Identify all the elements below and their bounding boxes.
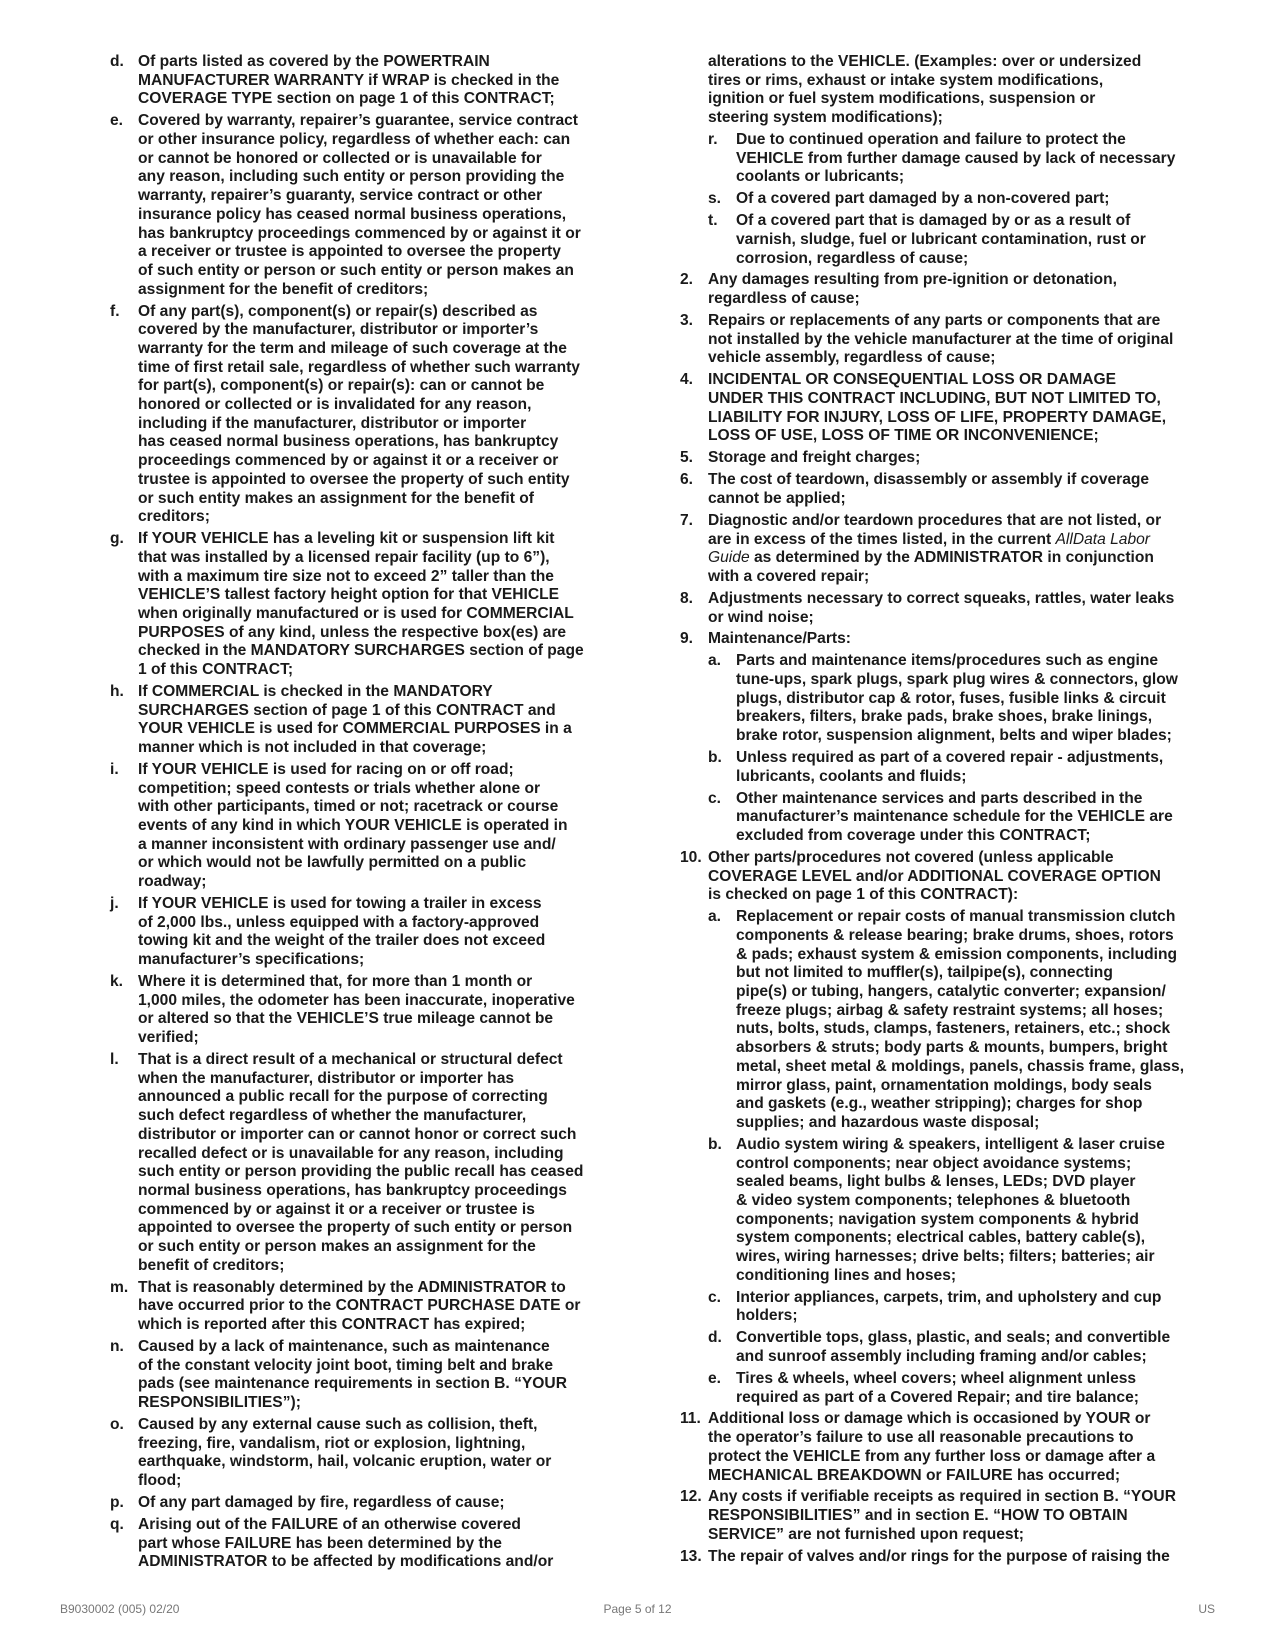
item-label: b.: [708, 1135, 722, 1153]
item-label: e.: [110, 112, 124, 130]
item-label: o.: [110, 1415, 124, 1433]
item-label: r.: [708, 131, 718, 148]
right-column: [680, 53, 1215, 1570]
item-label: 13.: [680, 1547, 702, 1565]
item-text: Covered by warranty, repairer’s guarantee, service contract or other insurance policy, regardless of whether each: can or cannot be honored or collected or is unavailable for any reason, including such entity or person providing the warranty, repairer’s guaranty, service contract or other insurance policy has ceased normal business operations, has bankruptcy proceedings commenced by or against it or a receiver or trustee is appointed to oversee the property of such entity or person or such entity or person makes an assignment for the benefit of creditors;: [138, 112, 581, 298]
item-text: Arising out of the FAILURE of an otherwise covered part whose FAILURE has been determined by the ADMINISTRATOR to be affected by modifications and/or: [138, 1515, 554, 1571]
item-label: q.: [110, 1515, 124, 1533]
item-label: 3.: [680, 312, 694, 330]
item-text: Of parts listed as covered by the POWERTRAIN MANUFACTURER WARRANTY if WRAP is checked in the COVERAGE TYPE section on page 1 of this CONTRACT;: [138, 53, 560, 108]
item-text: Of any part damaged by fire, regardless of cause;: [138, 1493, 505, 1511]
item-text: If YOUR VEHICLE has a leveling kit or suspension lift kit that was installed by a licensed repair facility (up to 6”), with a maximum tire size not to exceed 2” taller than the VEHICLE’S tallest factory height option for that VEHICLE when originally manufactured or is used for COMMERCIAL PURPOSES of any kind, unless the respective box(es) are checked in the MANDATORY SURCHARGES section of page 1 of this CONTRACT;: [138, 530, 584, 679]
item-label: s.: [708, 190, 722, 208]
item-label: h.: [110, 682, 124, 700]
list-item: [708, 749, 1215, 786]
list-item: [110, 895, 620, 970]
list-item: [110, 112, 620, 299]
list-item: [110, 1494, 620, 1513]
item-text: Audio system wiring & speakers, intelligent & laser cruise control components; near object avoidance systems; sealed beams, light bulbs & lenses, LEDs; DVD player & video system components; telephones & bluetooth components; navigation system components & hybrid system components; electrical cables, battery cable(s), wires, wiring harnesses; drive belts; filters; batteries; air conditioning lines and hoses;: [736, 1135, 1165, 1284]
list-item: [110, 53, 620, 109]
item-label: e.: [708, 1369, 722, 1387]
item-label: j.: [110, 895, 119, 913]
item-label: k.: [110, 973, 124, 991]
item-text: Other maintenance services and parts described in the manufacturer’s maintenance schedule for the VEHICLE are excluded from coverage under this CONTRACT;: [736, 789, 1173, 845]
item-label: t.: [708, 212, 718, 230]
list-item: [110, 530, 620, 680]
form-code: B9030002 (005) 02/20: [60, 1602, 180, 1616]
item-text: Additional loss or damage which is occasioned by YOUR or the operator’s failure to use all reasonable precautions to protect the VEHICLE from any further loss or damage after a MECHANICAL BREAKDOWN or FAILURE has occurred;: [708, 1410, 1156, 1484]
item-label: c.: [708, 1288, 722, 1306]
item-text: Caused by any external cause such as collision, theft, freezing, fire, vandalism, riot or explosion, lightning, earthquake, windstorm, hail, volcanic eruption, water or flood;: [138, 1415, 552, 1490]
maintenance-sublist: [680, 652, 1215, 845]
list-item: [708, 1289, 1215, 1326]
list-item: [708, 908, 1215, 1132]
list-item: [110, 1051, 620, 1275]
list-item: [110, 1279, 620, 1335]
item-text: Of a covered part that is damaged by or as a result of varnish, sludge, fuel or lubricant contamination, rust or corrosion, regardless of cause;: [736, 212, 1146, 267]
item-label: m.: [110, 1278, 129, 1296]
region-code: US: [1198, 1602, 1215, 1616]
item-text: Any damages resulting from pre-ignition or detonation, regardless of cause;: [708, 271, 1117, 308]
item-text: Of any part(s), component(s) or repair(s) described as covered by the manufacturer, distributor or importer’s warranty for the term and mileage of such coverage at the time of first retail sale, regardless of whether such warranty for part(s), component(s) or repair(s): can or cannot be honored or collected or is invalidated for any reason, including if the manufacturer, distributor or importer has ceased normal business operations, has bankruptcy proceedings commenced by or against it or a receiver or trustee is appointed to oversee the property of such entity or such entity makes an assignment for the benefit of creditors;: [138, 302, 580, 526]
list-item: [680, 1488, 1215, 1544]
item-label: 4.: [680, 371, 694, 389]
item-label: 12.: [680, 1488, 702, 1506]
continued-text: alterations to the VEHICLE. (Examples: over or undersized tires or rims, exhaust or intake system modifications, ignition or fuel system modifications, suspension or steering system modifications);: [708, 53, 1142, 127]
list-item: [110, 1416, 620, 1491]
item-label: d.: [110, 53, 124, 70]
item-text: Parts and maintenance items/procedures such as engine tune-ups, spark plugs, spark plug wires & connectors, glow plugs, distributor cap & rotor, fuses, fusible links & circuit breakers, filters, brake pads, brake shoes, brake linings, brake rotor, suspension alignment, belts and wiper blades;: [736, 652, 1178, 745]
list-item: [708, 1136, 1215, 1286]
item-label: l.: [110, 1051, 119, 1069]
item-text: If COMMERCIAL is checked in the MANDATORY SURCHARGES section of page 1 of this CONTRACT and YOUR VEHICLE is used for COMMERCIAL PURPOSES in a manner which is not included in that coverage;: [138, 682, 572, 757]
not-covered-sublist: [680, 908, 1215, 1407]
list-item: [680, 471, 1215, 508]
item-text: Unless required as part of a covered repair - adjustments, lubricants, coolants and fluids;: [736, 749, 1164, 785]
list-item: [110, 303, 620, 527]
list-item: [680, 449, 1215, 468]
item-text: Interior appliances, carpets, trim, and upholstery and cup holders;: [736, 1288, 1162, 1325]
item-text-post: as determined by the ADMINISTRATOR in conjunction with a covered repair;: [708, 549, 1154, 585]
item-label: n.: [110, 1337, 124, 1355]
list-item: [680, 630, 1215, 649]
list-item: [680, 512, 1215, 587]
item-text: The repair of valves and/or rings for the purpose of raising the: [708, 1547, 1170, 1565]
list-item: [680, 1548, 1215, 1567]
item-label: 11.: [680, 1410, 701, 1428]
list-item: [680, 1410, 1215, 1485]
left-column: [110, 53, 620, 1575]
page-number: Page 5 of 12: [603, 1602, 672, 1616]
list-item: [680, 271, 1215, 308]
item-text-pre: Diagnostic and/or teardown procedures that are not listed, or are in excess of the times listed, in the current: [708, 511, 1162, 548]
item-text: That is a direct result of a mechanical or structural defect when the manufacturer, distributor or importer has announced a public recall for the purpose of correcting such defect regardless of whether the manufacturer, distributor or importer can or cannot honor or correct such recalled defect or is unavailable for any reason, including such entity or person providing the public recall has ceased normal business operations, has bankruptcy proceedings commenced by or against it or a receiver or trustee is appointed to oversee the property of such entity or person or such entity or person makes an assignment for the benefit of creditors;: [138, 1051, 584, 1274]
list-item: [708, 190, 1215, 209]
list-item: [708, 652, 1215, 746]
item-text: Convertible tops, glass, plastic, and seals; and convertible and sunroof assembly including framing and/or cables;: [736, 1329, 1171, 1365]
list-item: [680, 590, 1215, 627]
list-item: [110, 683, 620, 758]
alldata-guide-title: AllData Labor Guide: [708, 530, 1150, 567]
item-text: That is reasonably determined by the ADMINISTRATOR to have occurred prior to the CONTRACT PURCHASE DATE or which is reported after this CONTRACT has expired;: [138, 1278, 581, 1334]
list-item: [708, 1370, 1215, 1407]
item-label: d.: [708, 1329, 722, 1347]
item-label: i.: [110, 760, 119, 778]
item-label: 10.: [680, 848, 702, 866]
item-label: 8.: [680, 589, 694, 607]
list-item: [680, 312, 1215, 368]
item-text: The cost of teardown, disassembly or assembly if coverage cannot be applied;: [708, 471, 1150, 507]
list-item: [680, 371, 1215, 446]
item-label: 5.: [680, 449, 694, 467]
item-text: Due to continued operation and failure to protect the VEHICLE from further damage caused by lack of necessary coolants or lubricants;: [736, 131, 1176, 186]
list-item: [680, 849, 1215, 905]
item-label: p.: [110, 1493, 124, 1511]
item-text: Any costs if verifiable receipts as required in section B. “YOUR RESPONSIBILITIES” and in section E. “HOW TO OBTAIN SERVICE” are not furnished upon request;: [708, 1488, 1176, 1543]
item-text: Where it is determined that, for more than 1 month or 1,000 miles, the odometer has been inaccurate, inoperative or altered so that the VEHICLE’S true mileage cannot be verified;: [138, 973, 575, 1047]
item-text: INCIDENTAL OR CONSEQUENTIAL LOSS OR DAMAGE UNDER THIS CONTRACT INCLUDING, BUT NOT LIMITED TO, LIABILITY FOR INJURY, LOSS OF LIFE, PROPERTY DAMAGE, LOSS OF USE, LOSS OF TIME OR INCONVENIENCE;: [708, 371, 1167, 445]
item-label: b.: [708, 749, 722, 767]
list-item: [110, 761, 620, 892]
item-label: 9.: [680, 630, 694, 648]
list-item: [110, 1516, 620, 1572]
list-item: [110, 973, 620, 1048]
item-label: 2.: [680, 271, 694, 289]
item-text: Storage and freight charges;: [708, 449, 921, 467]
item-text: [708, 512, 1215, 587]
item-text: If YOUR VEHICLE is used for towing a trailer in excess of 2,000 lbs., unless equipped with a factory-approved towing kit and the weight of the trailer does not exceed manufacturer’s specifications;: [138, 895, 546, 969]
item-text: Replacement or repair costs of manual transmission clutch components & release bearing; brake drums, shoes, rotors & pads; exhaust system & emission components, including but not limited to muffler(s), tailpipe(s), connecting pipe(s) or tubing, hangers, catalytic converter; expansion/ freeze plugs; airbag & safety restraint systems; all hoses; nuts, bolts, studs, clamps, fasteners, retainers, etc.; shock absorbers & struts; body parts & mounts, bumpers, bright metal, sheet metal & moldings, panels, chassis frame, glass, mirror glass, paint, ornamentation moldings, body seals and gaskets (e.g., weather stripping); charges for shop supplies; and hazardous waste disposal;: [736, 908, 1185, 1131]
item-text: Caused by a lack of maintenance, such as maintenance of the constant velocity joint boot, timing belt and brake pads (see maintenance requirements in section B. “YOUR RESPONSIBILITIES”);: [138, 1337, 567, 1412]
item-text: Maintenance/Parts:: [708, 630, 851, 648]
item-label: f.: [110, 302, 120, 320]
item-text: Tires & wheels, wheel covers; wheel alignment unless required as part of a Covered Repair; and tire balance;: [736, 1369, 1139, 1406]
item-text: Repairs or replacements of any parts or components that are not installed by the vehicle manufacturer at the time of original vehicle assembly, regardless of cause;: [708, 312, 1174, 367]
item-label: a.: [708, 908, 722, 926]
letter-sublist: [680, 131, 1215, 268]
item-label: 6.: [680, 471, 694, 489]
list-item: [110, 1338, 620, 1413]
list-item: [708, 131, 1215, 187]
list-item: [708, 790, 1215, 846]
list-item: [708, 212, 1215, 268]
item-label: 7.: [680, 511, 694, 529]
item-text: Adjustments necessary to correct squeaks, rattles, water leaks or wind noise;: [708, 589, 1175, 626]
item-text: If YOUR VEHICLE is used for racing on or off road; competition; speed contests or trials whether alone or with other participants, timed or not; racetrack or course events of any kind in which YOUR VEHICLE is operated in a manner inconsistent with ordinary passenger use and/ or which would not be lawfully permitted on a public roadway;: [138, 760, 568, 891]
list-item: [708, 1329, 1215, 1366]
item-label: g.: [110, 530, 124, 548]
item-label: a.: [708, 652, 722, 670]
item-text: Of a covered part damaged by a non-covered part;: [736, 190, 1110, 208]
item-label: c.: [708, 789, 722, 807]
item-text: Other parts/procedures not covered (unless applicable COVERAGE LEVEL and/or ADDITIONAL COVERAGE OPTION is checked on page 1 of this CONTRACT):: [708, 848, 1161, 904]
